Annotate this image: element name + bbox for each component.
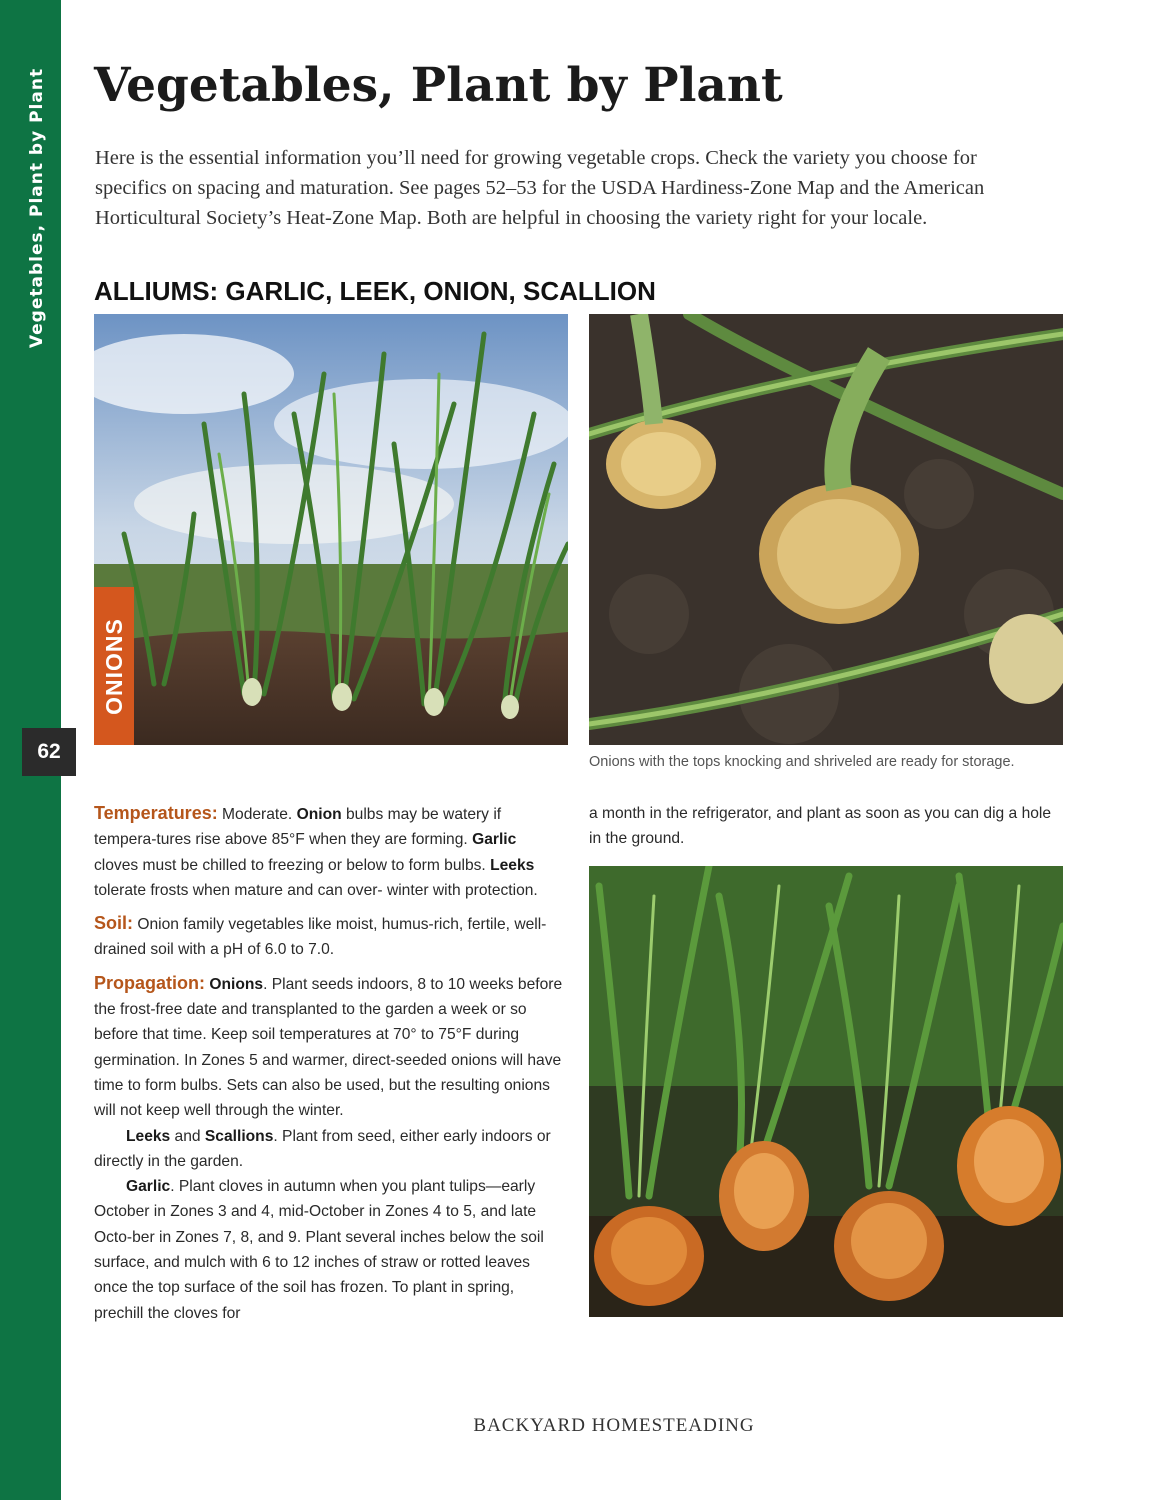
temperatures-text-1: Moderate. [217, 806, 297, 823]
page-number: 62 [22, 728, 76, 776]
page-title: Vegetables, Plant by Plant [94, 58, 783, 113]
body-left-column [94, 801, 564, 1326]
temperatures-text-4: tolerate frosts when mature and can over- winter with protection. [94, 881, 538, 899]
temperatures-onion: Onion [296, 806, 342, 823]
propagation-text: . Plant seeds indoors, 8 to 10 weeks before the frost-free date and transplanted to the garden a week or so before that time. Keep soil temperatures at 70° to 75°F during germination. In Zones 5 and warmer, direct-seeded onions will have time to form bulbs. Sets can also be used, but the resulting onions will not keep well through the winter. [94, 975, 563, 1120]
soil-text: Onion family vegetables like moist, humus-rich, fertile, well-drained soil with a pH of 6.0 to 7.0. [94, 916, 547, 959]
photo-caption: Onions with the tops knocking and shriveled are ready for storage. [589, 754, 1015, 770]
side-running-title-text: Vegetables, Plant by Plant [27, 67, 48, 349]
photo-onion-field [94, 314, 568, 745]
intro-paragraph: Here is the essential information you’ll need for growing vegetable crops. Check the variety you choose for specifics on spacing and maturation. See pages 52–53 for the USDA Hardiness-Zone Map and the American Horticultural Society’s Heat-Zone Map. Both are helpful in choosing the variety right for your locale. [95, 147, 985, 229]
leeks-term: Leeks [126, 1127, 171, 1145]
soil-paragraph [94, 911, 564, 963]
propagation-onions: Onions [209, 975, 264, 993]
temperatures-text-2: bulbs may be watery if tempera-tures rise above 85°F when they are forming. [94, 806, 502, 849]
continuation-paragraph: a month in the refrigerator, and plant as soon as you can dig a hole in the ground. [589, 805, 1052, 848]
temperatures-label: Temperatures: [94, 803, 218, 823]
temperatures-text-3: cloves must be chilled to freezing or below to form bulbs. [94, 856, 491, 874]
temperatures-leeks: Leeks [490, 856, 535, 874]
scallions-term: Scallions [204, 1127, 274, 1145]
temperatures-garlic: Garlic [472, 831, 517, 849]
onions-tag [94, 587, 134, 745]
photo-onion-bulbs-soil [589, 314, 1063, 745]
footer-book-title: BACKYARD HOMESTEADING [473, 1415, 755, 1436]
side-running-title [22, 62, 52, 354]
photo-onion-row [589, 866, 1063, 1317]
propagation-label: Propagation: [94, 972, 205, 993]
temperatures-paragraph [94, 801, 564, 903]
garlic-text: . Plant cloves in autumn when you plant tulips—early October in Zones 3 and 4, mid-October in Zones 4 to 5, and late Octo-ber in Zones 7, 8, and 9. Plant several inches below the soil surface, and mulch with 6 to 12 inches of straw or rotted leaves once the top surface of the soil has frozen. To plant in spring, prechill the cloves for [94, 1178, 544, 1322]
soil-label: Soil: [94, 913, 133, 934]
section-heading: ALLIUMS: GARLIC, LEEK, ONION, SCALLION [94, 276, 656, 306]
propagation-paragraph [94, 971, 564, 1124]
leeks-paragraph [94, 1124, 564, 1175]
body-right-column [589, 801, 1063, 852]
garlic-paragraph [94, 1174, 564, 1326]
leeks-and: and [170, 1127, 205, 1145]
garlic-term: Garlic [126, 1178, 171, 1196]
leeks-text: . Plant from seed, either early indoors or directly in the garden. [94, 1127, 551, 1170]
onions-tag-label: ONIONS [100, 617, 127, 715]
